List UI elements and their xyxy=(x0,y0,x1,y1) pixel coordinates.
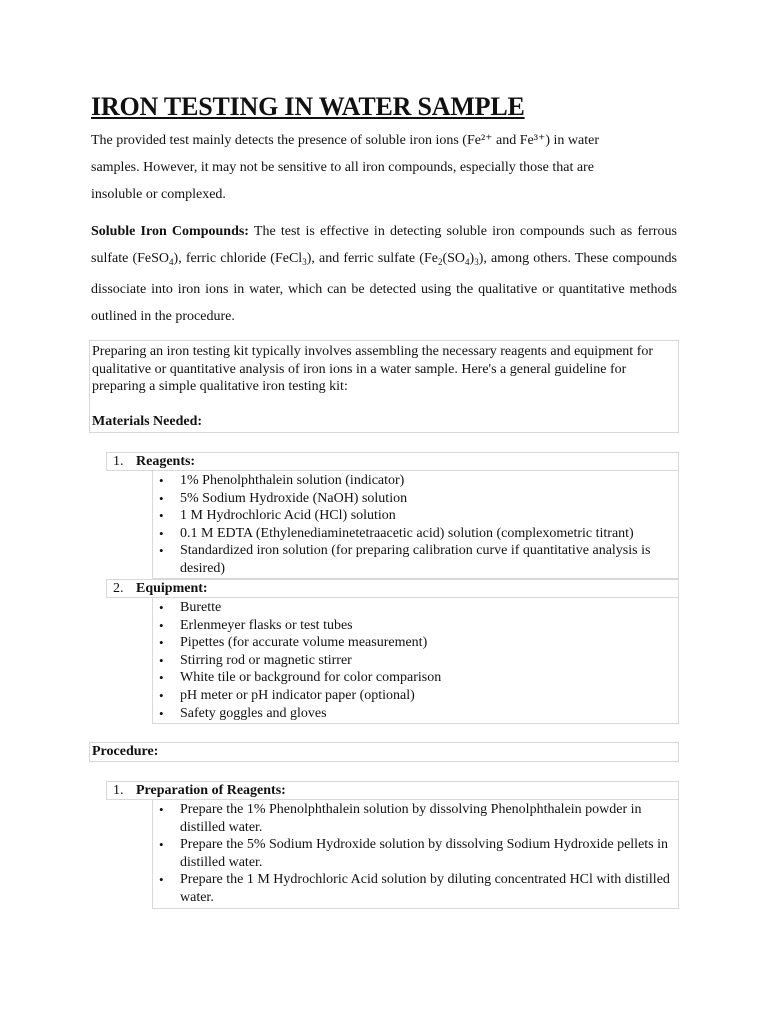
bullet-icon: • xyxy=(159,670,164,686)
subscript: 3 xyxy=(302,257,307,267)
paragraph-text: ), and ferric sulfate (Fe xyxy=(306,251,438,266)
list-item-text: 5% Sodium Hydroxide (NaOH) solution xyxy=(180,490,408,506)
subscript: 2 xyxy=(437,257,443,267)
list-item-text: Burette xyxy=(180,600,222,615)
paragraph-text: The test is effective in detecting soluble iron compounds such as ferrous sulfate (FeSO xyxy=(91,224,678,266)
preparation-list xyxy=(152,799,679,909)
list-item-text: Pipettes (for accurate volume measurement) xyxy=(180,635,428,651)
list-item xyxy=(153,871,678,906)
list-item xyxy=(153,669,678,687)
paragraph-text: ), ferric chloride (FeCl xyxy=(173,251,303,266)
list-item xyxy=(153,490,678,508)
list-number: 1. xyxy=(113,783,124,798)
list-item-text: pH meter or pH indicator paper (optional) xyxy=(180,687,415,703)
reagents-heading-row xyxy=(106,452,679,471)
list-item-text: Standardized iron solution (for preparing calibration curve if quantitative analysis is desired) xyxy=(180,543,651,576)
subscript: 4 xyxy=(465,257,470,267)
list-item xyxy=(153,507,678,525)
equipment-heading-row xyxy=(106,579,679,598)
preparation-label: Preparation of Reagents: xyxy=(136,783,286,798)
soluble-compounds-paragraph xyxy=(91,218,677,330)
paragraph-text: (SO xyxy=(442,251,466,266)
reagents-list xyxy=(152,470,679,579)
paragraph-text: ) xyxy=(469,251,475,266)
list-item xyxy=(153,652,678,670)
bullet-icon: • xyxy=(159,705,164,721)
bullet-icon: • xyxy=(159,473,164,488)
list-item-text: White tile or background for color comparison xyxy=(180,670,442,686)
bullet-icon: • xyxy=(159,635,164,651)
bullet-icon: • xyxy=(159,508,164,524)
document-title: IRON TESTING IN WATER SAMPLE xyxy=(91,92,525,121)
equipment-list xyxy=(152,597,679,724)
subscript: 4 xyxy=(169,257,174,267)
list-item xyxy=(153,599,678,617)
list-number: 2. xyxy=(113,581,124,596)
bullet-icon: • xyxy=(159,652,164,668)
bullet-icon: • xyxy=(159,837,164,853)
list-item-text: 0.1 M EDTA (Ethylenediaminetetraacetic acid) solution (complexometric titrant) xyxy=(180,525,634,541)
procedure-heading: Procedure: xyxy=(89,742,679,762)
bullet-icon: • xyxy=(159,872,164,888)
list-item xyxy=(153,472,678,490)
list-item xyxy=(153,617,678,635)
list-item-text: 1% Phenolphthalein solution (indicator) xyxy=(180,473,405,488)
list-number: 1. xyxy=(113,454,124,469)
list-item-text: Erlenmeyer flasks or test tubes xyxy=(180,617,353,633)
soluble-compounds-heading: Soluble Iron Compounds: xyxy=(91,224,249,239)
reagents-label: Reagents: xyxy=(136,454,196,469)
intro-line: The provided test mainly detects the presence of soluble iron ions (Fe²⁺ and Fe³⁺) in water xyxy=(91,133,599,148)
list-item-text: Prepare the 5% Sodium Hydroxide solution by dissolving Sodium Hydroxide pellets in distilled water. xyxy=(180,837,669,870)
list-item-text: Prepare the 1% Phenolphthalein solution by dissolving Phenolphthalein powder in distilled water. xyxy=(180,802,642,835)
bullet-icon: • xyxy=(159,802,164,817)
list-item-text: Stirring rod or magnetic stirrer xyxy=(180,652,352,668)
list-item xyxy=(153,836,678,871)
bullet-icon: • xyxy=(159,687,164,703)
bullet-icon: • xyxy=(159,543,164,559)
list-item-text: 1 M Hydrochloric Acid (HCl) solution xyxy=(180,508,396,524)
list-item xyxy=(153,705,678,723)
list-item xyxy=(153,542,678,577)
bullet-icon: • xyxy=(159,525,164,541)
list-item xyxy=(153,634,678,652)
equipment-label: Equipment: xyxy=(136,581,208,596)
list-item xyxy=(153,687,678,705)
kit-intro-text: Preparing an iron testing kit typically involves assembling the necessary reagents and equipment for qualitative or quantitative analysis of iron ions in a water sample. Here's a general guideline for preparing a simple qualitative iron testing kit: xyxy=(92,344,654,395)
subscript: 3 xyxy=(474,257,479,267)
kit-intro-box xyxy=(89,340,679,433)
list-item-text: Prepare the 1 M Hydrochloric Acid solution by diluting concentrated HCl with distilled water. xyxy=(180,872,670,905)
preparation-heading-row xyxy=(106,781,679,800)
list-item xyxy=(153,801,678,836)
bullet-icon: • xyxy=(159,600,164,615)
list-item-text: Safety goggles and gloves xyxy=(180,705,327,721)
materials-heading: Materials Needed: xyxy=(92,413,203,429)
paragraph-text: ), among others. These compounds dissociate into iron ions in water, which can be detected using the qualitative or quantitative methods outlined in the procedure. xyxy=(91,251,677,324)
bullet-icon: • xyxy=(159,490,164,506)
intro-line: insoluble or complexed. xyxy=(91,187,226,202)
list-item xyxy=(153,525,678,543)
bullet-icon: • xyxy=(159,617,164,633)
intro-line: samples. However, it may not be sensitive to all iron compounds, especially those that are xyxy=(91,160,594,175)
intro-paragraph xyxy=(91,127,677,208)
